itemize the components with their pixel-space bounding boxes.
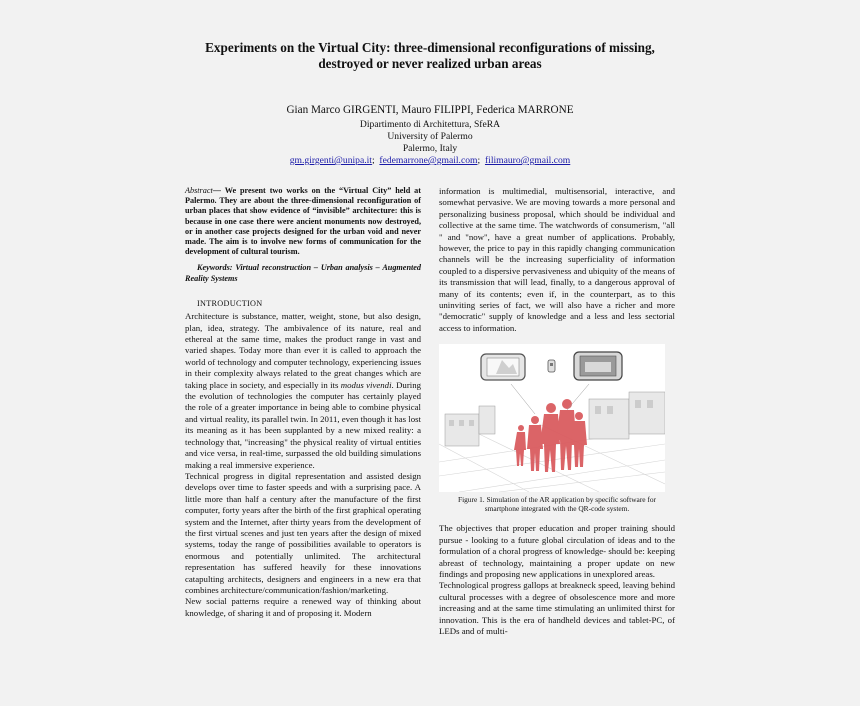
paragraph: The objectives that proper education and proper training should pursue - looking to a future global circulation of ideas and to the formulation of a choral progress of knowledge- should be: keeping abreast of technology, maintaining a proper update on new findings and proposing new applications in unexplored areas.	[439, 523, 675, 579]
email-list: gm.girgenti@unipa.it; fedemarrone@gmail.com; filimauro@gmail.com	[289, 155, 571, 166]
email-link-filippi[interactable]: filimauro@gmail.com	[484, 155, 571, 166]
qr-code-icon	[548, 360, 555, 372]
left-column	[185, 186, 421, 619]
paragraph: Architecture is substance, matter, weight, stone, but also design, plan, idea, strategy. The ambivalence of its nature, real and ethereal at the same time, makes the product range in vast and varied shapes. Today more than ever it is called to approach the world of technology and computer technology, experiencing issues in their complexity always related to the great changes which are taking place in society, and especially in its modus vivendi. During the evolution of technologies the computer has certainly played the role of a greater importance in being able to combine physical and virtual reality, its parallel twin. In 2011, even though it has lost its meaning as it has been supplanted by a new mixed reality: a technology that, "increasing" the physical reality of virtual entities and vice versa, in real-time, surpassed the old building simulations making a real immersive experience.	[185, 311, 422, 470]
email-link-girgenti[interactable]: gm.girgenti@unipa.it	[289, 155, 372, 166]
keywords: Keywords: Virtual reconstruction – Urban analysis – Augmented Reality Systems	[185, 263, 421, 283]
figure-illustration	[439, 344, 665, 492]
email-link-marrone[interactable]: fedemarrone@gmail.com	[379, 155, 478, 166]
author-list: Gian Marco GIRGENTI, Mauro FILIPPI, Federica MARRONE	[286, 104, 574, 116]
affiliation: Dipartimento di Architettura, SfeRA University of Palermo Palermo, Italy gm.girgenti@unipa.it; fedemarrone@gmail.com; filimauro@gmail.com	[180, 119, 680, 167]
paragraph: New social patterns require a renewed way of thinking about knowledge, of sharing it and of proposing it. Modern	[185, 596, 421, 618]
section-heading: INTRODUCTION	[197, 298, 263, 308]
paragraph: Technical progress in digital representation and assisted design develops over time to faster speeds and with a surprising pace. A little more than half a century after the manufacture of the first computer, forty years after the birth of the first graphical operating system and the Internet, after thirty years from the development of the first virtual scenes and just ten years after the design of mixed systems, today the range of possibilities available to operators is enormous and potentially unlimited. The architectural representation has suffered heavily for these innovations catapulting architects, designers and engineers in a new era that combines architecture/communication/fashion/marketing.	[185, 470, 421, 595]
figure-ar-simulation	[439, 344, 665, 492]
figure-caption: Figure 1. Simulation of the AR application by specific software for smartphone integrated with the QR-code system.	[457, 495, 657, 514]
paragraph: Technological progress gallops at breakneck speed, leaving behind cultural processes with a degree of obsolescence more and more increasing and at the same time stimulating an unlimited thirst for innovation. This is the era of handheld devices and tablet-PC, of LEDs and of multi-	[439, 580, 675, 636]
paragraph: information is multimedial, multisensorial, interactive, and somewhat pervasive. We are moving towards a more personal and personalizing business proposal, which should be individual and collective at the same time. The watchwords of consumerism, "all " and "now", have a great number of applications. Probably, however, the price to pay in this rapidly changing communication channels will be the increasing superficiality of information coupled to a dispersive pervasiveness and ubiquity of the means of its transmission that will lead, finally, to a dangerous approval of many of its contents; even if, in the counterpart, as to this uninviting series of fact, we will also have a richer and more "democratic" supply of knowledge and a less and less sectorial access to information.	[439, 186, 675, 333]
right-column	[439, 186, 675, 637]
paper-title: Experiments on the Virtual City: three-dimensional reconfigurations of missing, destroyed or never realized urban areas	[205, 40, 655, 71]
phone-right-icon	[574, 352, 622, 380]
abstract: Abstract— We present two works on the “Virtual City” held at Palermo. They are about the three-dimensional reconfiguration of urban places that show evidence of “invisible” architecture: this is because in one case there were ancient monuments now destroyed, or in another case projects designed for the urban void and never made. The aim is to involve new forms of communication for the development of cultural tourism.	[185, 186, 421, 257]
phone-left-icon	[481, 354, 525, 380]
